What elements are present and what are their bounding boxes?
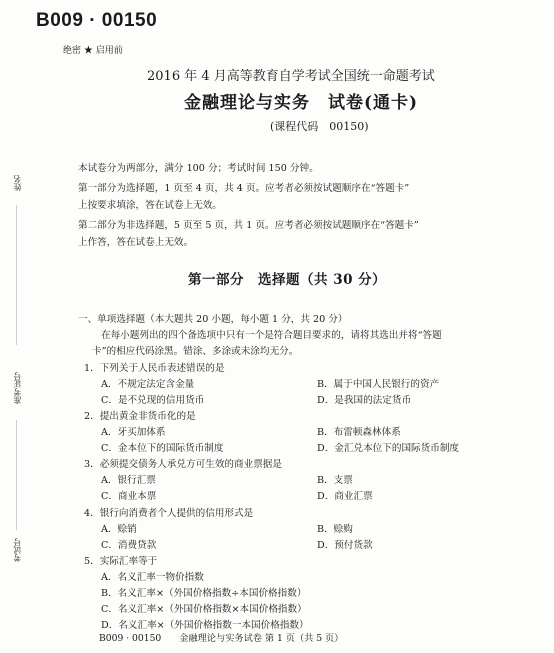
- option-d: D．名义汇率×（外国价格指数一本国价格指数）: [101, 620, 309, 631]
- option-d: D．商业汇票: [317, 491, 373, 502]
- instruction-line: 上按要求填涂，答在试卷上无效。: [78, 200, 222, 211]
- side-divider: [16, 205, 17, 345]
- part-heading: 一、单项选择题（本大题共 20 小题，每小题 1 分，共 20 分）: [78, 314, 348, 325]
- option-a: A．银行汇票: [101, 475, 156, 486]
- side-label-ticket: 准考证号: [13, 372, 22, 404]
- side-label-seat: 考试号: [13, 538, 22, 562]
- instruction-line: 第二部分为非选择题，5 页至 5 页，共 1 页。应考者必须按试题顺序在“答题卡”: [78, 220, 419, 231]
- option-b: B．名义汇率×（外国价格指数÷本国价格指数）: [101, 588, 307, 599]
- option-c: C．名义汇率×（外国价格指数×本国价格指数）: [101, 604, 307, 615]
- side-divider: [16, 420, 17, 530]
- option-a: A．名义汇率一物价指数: [101, 572, 204, 583]
- part-note: 在每小题列出的四个备选项中只有一个是符合题目要求的，请将其选出并将“答题: [101, 330, 442, 341]
- question-stem: 1．下列关于人民币表述错误的是: [84, 363, 225, 374]
- side-label-name: 姓名: [13, 175, 22, 191]
- option-c: C．金本位下的国际货币制度: [101, 443, 224, 454]
- instruction-line: 第一部分为选择题，1 页至 4 页，共 4 页。应考者必须按试题顺序在“答题卡”: [78, 183, 410, 194]
- page-footer: [99, 630, 361, 644]
- instruction-line: 本试卷分为两部分，满分 100 分；考试时间 150 分钟。: [78, 163, 319, 174]
- instruction-line: 上作答，答在试卷上无效。: [78, 237, 194, 248]
- question-stem: 2．提出黄金非货币化的是: [84, 411, 196, 422]
- option-c: C．消费贷款: [101, 540, 157, 551]
- question-stem: 5．实际汇率等于: [84, 556, 158, 567]
- course-code: (课程代码 00150): [270, 120, 369, 133]
- option-d: D．是我国的法定货币: [317, 395, 412, 406]
- option-a: A．牙买加体系: [101, 427, 166, 438]
- exam-line: 2016 年 4 月高等教育自学考试全国统一命题考试: [147, 69, 435, 84]
- question-stem: 3．必须提交债务人承兑方可生效的商业票据是: [84, 459, 282, 470]
- option-b: B．支票: [317, 475, 353, 486]
- option-d: D．金汇兑本位下的国际货币制度: [317, 443, 460, 454]
- option-c: C．商业本票: [101, 491, 157, 502]
- option-a: A．不规定法定含金量: [101, 379, 195, 390]
- footer-text: 金融理论与实务试卷 第 1 页（共 5 页）: [179, 633, 344, 644]
- option-b: B．赊购: [317, 524, 353, 535]
- paper-code: B009 · 00150: [36, 10, 158, 31]
- secret-mark: 绝密 ★ 启用前: [63, 46, 123, 56]
- option-d: D．预付货款: [317, 540, 373, 551]
- option-c: C．是不兑现的信用货币: [101, 395, 205, 406]
- option-a: A．赊销: [101, 524, 137, 535]
- option-b: B．属于中国人民银行的资产: [317, 379, 440, 390]
- paper-title: 金融理论与实务 试卷(通卡): [184, 93, 419, 113]
- option-b: B．布雷顿森林体系: [317, 427, 401, 438]
- footer-code: B009 · 00150: [99, 633, 162, 644]
- question-stem: 4．银行向消费者个人提供的信用形式是: [84, 508, 254, 519]
- part-note: 卡”的相应代码涂黑。错涂、多涂或未涂均无分。: [92, 346, 299, 357]
- section-title: 第一部分 选择题（共 30 分）: [188, 272, 387, 288]
